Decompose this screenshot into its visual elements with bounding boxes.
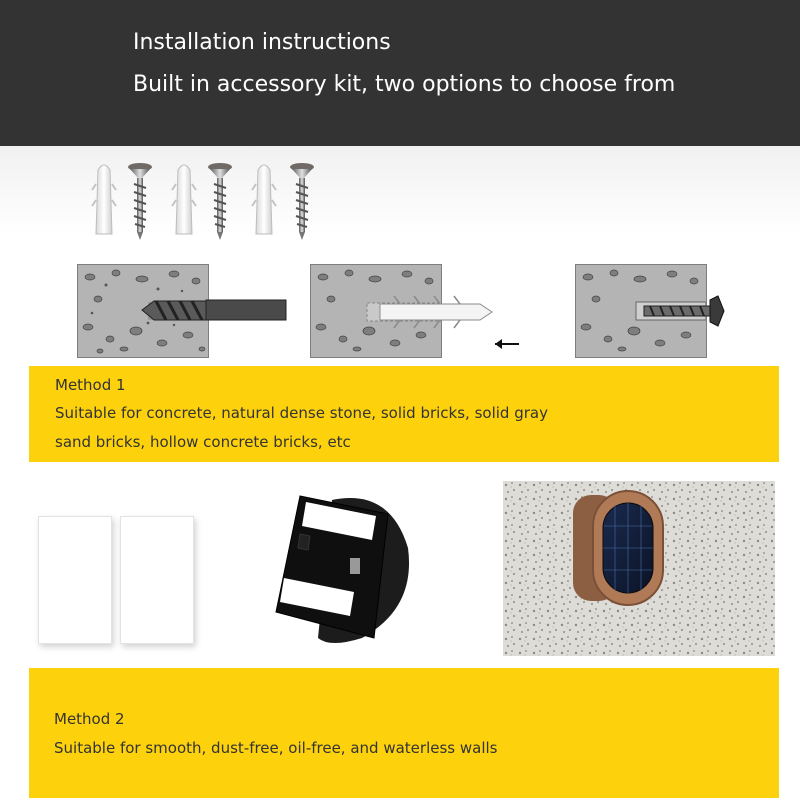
solar-lamp-icon [503,481,775,656]
method1-band [29,366,779,462]
method1-label: Method 1 [55,376,126,394]
method2-desc: Suitable for smooth, dust-free, oil-free, and waterless walls [54,739,498,757]
wall-anchor-icon [92,165,116,234]
screw-icon [208,163,232,240]
screw-icon [128,163,152,240]
accessory-kit [90,160,330,246]
drill-bit-icon [140,296,290,326]
wall-anchor-icon [252,165,276,234]
screw-icon [640,294,730,330]
header-banner [0,0,800,146]
wall-photo [503,481,775,656]
screw-icon [290,163,314,240]
fastener-group [90,160,330,242]
adhesive-tape-icon [120,516,194,644]
method2-band [29,668,779,798]
wall-anchor-icon [172,165,196,234]
method2-label: Method 2 [54,710,125,728]
arrow-left-icon [493,337,523,351]
adhesive-tape-icon [38,516,112,644]
method1-desc-line2: sand bricks, hollow concrete bricks, etc [55,433,351,451]
mounting-bracket-icon [270,488,420,648]
page-subtitle: Built in accessory kit, two options to choose from [133,72,676,97]
method1-desc-line1: Suitable for concrete, natural dense stone, solid bricks, solid gray [55,404,548,422]
wall-anchor-icon [370,292,500,332]
page-title: Installation instructions [133,30,391,55]
